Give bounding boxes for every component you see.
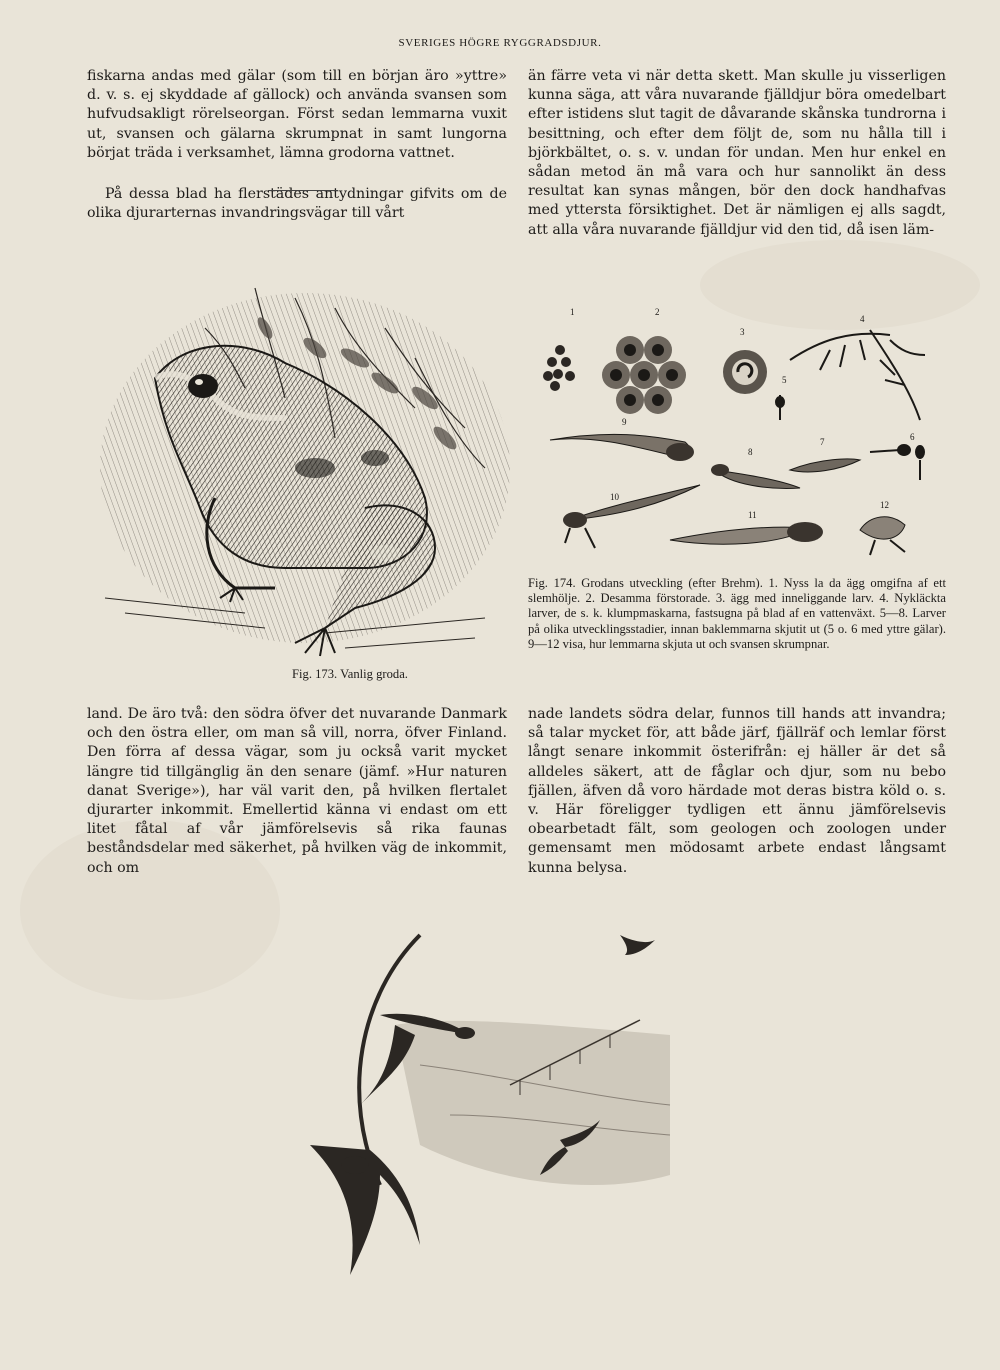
stage-number-11: 11 bbox=[748, 510, 757, 520]
column-bottom-left bbox=[87, 705, 507, 878]
paragraph: land. De äro två: den södra öfver det nuvarande Danmark och den östra eller, om man så vill, norra, öfver Finland. Den förra af dessa vägar, som ju också varit mycket längre tid tillgänglig än den senare (jämf. »Hur naturen danat Sverige»), har väl varit den, på hvilken flertalet djurarter inkommit. Emellertid känna vi endast om ett litet fåtal af vår jämförelsevis så rika faunas beståndsdelar med säkerhet, på hvilken väg de inkommit, och om bbox=[87, 706, 507, 876]
egg-with-larva bbox=[723, 350, 767, 394]
water-plant-with-larvae bbox=[790, 330, 925, 420]
swallow-bird bbox=[310, 1145, 420, 1275]
stage-number-8: 8 bbox=[748, 447, 753, 457]
frog-development-illustration bbox=[530, 300, 950, 565]
swallow-bird bbox=[620, 935, 655, 955]
stage-number-4: 4 bbox=[860, 314, 865, 324]
stage-number-1: 1 bbox=[570, 307, 575, 317]
stage-number-2: 2 bbox=[655, 307, 660, 317]
coastal-landscape bbox=[395, 1020, 670, 1185]
column-top-left bbox=[87, 67, 507, 223]
stage-number-10: 10 bbox=[610, 492, 619, 502]
stage-number-9: 9 bbox=[622, 417, 627, 427]
stage-number-5: 5 bbox=[782, 375, 787, 385]
running-head: SVERIGES HÖGRE RYGGRADSDJUR. bbox=[398, 37, 602, 49]
eggs-enlarged bbox=[602, 336, 686, 414]
paragraph: På dessa blad ha flerstädes antydningar gifvits om de olika djurarternas invandringsvägar till vårt bbox=[87, 186, 507, 222]
frog-illustration bbox=[85, 268, 515, 663]
paragraph: än färre veta vi när detta skett. Man skulle ju visserligen kunna säga, att våra nuvarande fjälldjur böra omedelbart efter istidens slut tagit de dåvarande skånska tundrorna i besittning, och efter dem följt de, som nu hålla till i björkbältet, o. s. v. undan för undan. Men hur enkel en sådan metod än må vara och hur sannolikt än dess resultat kan synas mången, bör den dock handhafvas med yttersta försiktighet. Det är nämligen ej alls sagdt, att alla våra nuvarande fjälldjur vid den tid, då isen läm- bbox=[528, 68, 946, 238]
paragraph: fiskarna andas med gälar (som till en början äro »yttre» d. v. s. ej skyddade af gällock) och använda svansen som hufvudsakligt rörelseorgan. Först sedan lemmarna vuxit ut, svansen och gälarna skrumpnat in samt lungorna börjat träda i verksamhet, lämna grodorna vattnet. bbox=[87, 68, 507, 161]
figure-173-caption: Fig. 173. Vanlig groda. bbox=[292, 667, 408, 681]
swallows-vignette bbox=[300, 915, 680, 1330]
egg-cluster-small bbox=[543, 345, 575, 391]
development-stages-svg bbox=[530, 300, 950, 565]
stage-number-3: 3 bbox=[740, 327, 745, 337]
swallows-vignette-svg bbox=[300, 915, 680, 1330]
column-bottom-right bbox=[528, 705, 946, 878]
figure-174-caption: Fig. 174. Grodans utveckling (efter Brehm). 1. Nyss la da ägg omgifna af ett slemhölje. 2. Desamma förstorade. 3. ägg med inneliggande larv. 4. Nykläckta larver, de s. k. klumpmaskarna, fastsugna på blad af en vattenväxt. 5—8. Larver på olika utvecklingsstadier, innan baklemmarna skjutit ut (5 o. 6 med yttre gälar). 9—12 visa, hur lemmarna skjuta ut och svansen skrumpnar. bbox=[528, 576, 946, 651]
frog-eye bbox=[188, 374, 218, 398]
column-top-right bbox=[528, 67, 946, 240]
stage-number-6: 6 bbox=[910, 432, 915, 442]
paragraph: nade landets södra delar, funnos till hands att invandra; så talar mycket för, att både järf, fjällräf och lemlar först långt senare inkommit österifrån: ej häller är det så alldeles säkert, att de fåglar och djur, som nu bebo fjällen, äfven då voro härdade mot deras bistra köld o. s. v. Här föreligger tydligen ett ännu jämförelsevis obearbetadt fält, som geologen och zoologen under gemensamt men mödosamt arbete endast långsamt kunna belysa. bbox=[528, 706, 946, 876]
stage-number-12: 12 bbox=[880, 500, 889, 510]
tadpoles bbox=[550, 434, 860, 488]
frog-engraving-svg bbox=[85, 268, 515, 663]
stage-number-7: 7 bbox=[820, 437, 825, 447]
section-divider bbox=[268, 190, 338, 191]
